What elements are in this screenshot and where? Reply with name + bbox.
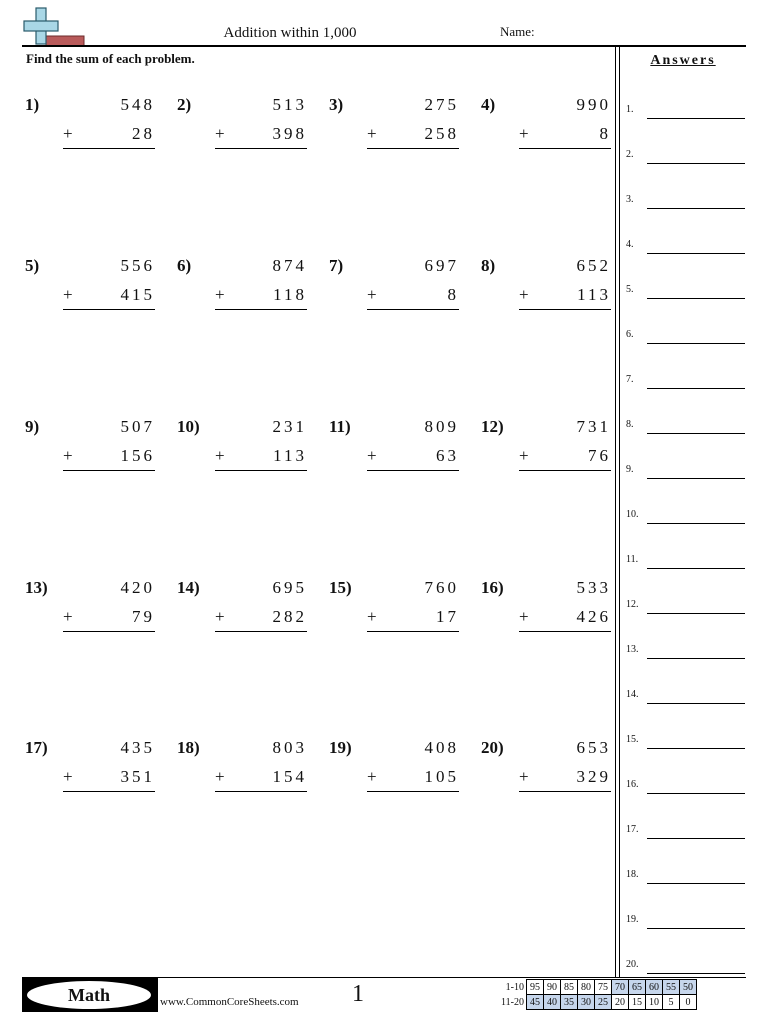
plus-sign: + xyxy=(63,285,73,304)
plus-sign: + xyxy=(215,124,225,143)
answer-blank[interactable] xyxy=(647,838,745,839)
score-cell: 20 xyxy=(611,995,628,1010)
plus-sign: + xyxy=(519,767,529,786)
answer-blank[interactable] xyxy=(647,703,745,704)
plus-sign: + xyxy=(519,446,529,465)
score-row xyxy=(499,995,696,1010)
addend-top: 533 xyxy=(576,578,611,597)
plus-sign: + xyxy=(215,285,225,304)
addend-bottom: 28 xyxy=(132,124,155,143)
problem-number: 7) xyxy=(329,256,344,275)
answer-number: 17. xyxy=(626,824,639,835)
addend-bottom: 17 xyxy=(436,607,459,626)
answer-number: 10. xyxy=(626,509,639,520)
problem-number: 17) xyxy=(25,738,48,757)
answer-number: 18. xyxy=(626,869,639,880)
plus-sign: + xyxy=(367,767,377,786)
answer-number: 16. xyxy=(626,779,639,790)
answer-number: 9. xyxy=(626,464,634,475)
answer-number: 6. xyxy=(626,329,634,340)
answer-blank[interactable] xyxy=(647,613,745,614)
plus-sign: + xyxy=(367,285,377,304)
score-cell: 40 xyxy=(543,995,560,1010)
problem xyxy=(25,256,155,326)
answer-number: 8. xyxy=(626,419,634,430)
answer-number: 11. xyxy=(626,554,639,565)
math-badge-label: Math xyxy=(27,981,151,1009)
sum-line xyxy=(63,791,155,792)
answer-number: 5. xyxy=(626,284,634,295)
plus-sign: + xyxy=(63,607,73,626)
addend-bottom: 329 xyxy=(576,767,611,786)
answer-blank[interactable] xyxy=(647,928,745,929)
plus-sign: + xyxy=(63,446,73,465)
answer-number: 20. xyxy=(626,959,639,970)
score-cell: 80 xyxy=(577,980,594,995)
plus-sign: + xyxy=(367,446,377,465)
plus-sign: + xyxy=(63,767,73,786)
problem xyxy=(329,738,459,808)
answer-blank[interactable] xyxy=(647,658,745,659)
answer-number: 14. xyxy=(626,689,639,700)
addend-top: 513 xyxy=(272,95,307,114)
sum-line xyxy=(215,309,307,310)
answers-heading: Answers xyxy=(650,53,716,68)
addend-top: 990 xyxy=(576,95,611,114)
problem xyxy=(177,578,307,648)
answer-number: 4. xyxy=(626,239,634,250)
problem xyxy=(177,95,307,165)
addend-bottom: 76 xyxy=(588,446,611,465)
answer-number: 1. xyxy=(626,104,634,115)
answer-blank[interactable] xyxy=(647,163,745,164)
score-cell: 65 xyxy=(628,980,645,995)
score-row-label: 1-10 xyxy=(505,981,524,993)
problem-number: 1) xyxy=(25,95,40,114)
sum-line xyxy=(367,309,459,310)
addend-bottom: 8 xyxy=(599,124,611,143)
sum-line xyxy=(367,470,459,471)
problem-number: 10) xyxy=(177,417,200,436)
addend-top: 548 xyxy=(120,95,155,114)
score-cell: 30 xyxy=(577,995,594,1010)
answer-number: 3. xyxy=(626,194,634,205)
problem-number: 15) xyxy=(329,578,352,597)
answer-column-divider xyxy=(615,47,616,977)
sum-line xyxy=(367,631,459,632)
score-cell: 35 xyxy=(560,995,577,1010)
answer-column-divider xyxy=(619,47,620,977)
plus-sign: + xyxy=(63,124,73,143)
answer-number: 7. xyxy=(626,374,634,385)
answer-blank[interactable] xyxy=(647,973,745,974)
problem-number: 16) xyxy=(481,578,504,597)
score-cell: 50 xyxy=(679,980,696,995)
answer-number: 2. xyxy=(626,149,634,160)
sum-line xyxy=(367,148,459,149)
worksheet-title: Addition within 1,000 xyxy=(223,25,357,41)
problem xyxy=(481,256,611,326)
problem-number: 19) xyxy=(329,738,352,757)
problem xyxy=(481,578,611,648)
sum-line xyxy=(215,631,307,632)
addend-bottom: 156 xyxy=(120,446,155,465)
sum-line xyxy=(215,791,307,792)
sum-line xyxy=(215,470,307,471)
score-row xyxy=(499,980,696,995)
problem xyxy=(25,95,155,165)
answer-blank[interactable] xyxy=(647,883,745,884)
problem-number: 11) xyxy=(329,417,351,436)
addend-top: 556 xyxy=(120,256,155,275)
sum-line xyxy=(63,148,155,149)
addend-top: 695 xyxy=(272,578,307,597)
addend-top: 435 xyxy=(120,738,155,757)
addend-top: 697 xyxy=(424,256,459,275)
answer-blank[interactable] xyxy=(647,298,745,299)
problem-number: 6) xyxy=(177,256,192,275)
answer-blank[interactable] xyxy=(647,253,745,254)
addend-bottom: 351 xyxy=(120,767,155,786)
problem-number: 3) xyxy=(329,95,344,114)
answer-blank[interactable] xyxy=(647,343,745,344)
problem xyxy=(481,738,611,808)
addend-bottom: 415 xyxy=(120,285,155,304)
sum-line xyxy=(367,791,459,792)
score-cell: 5 xyxy=(662,995,679,1010)
problem xyxy=(329,95,459,165)
plus-sign: + xyxy=(519,285,529,304)
score-cell: 10 xyxy=(645,995,662,1010)
score-cell: 0 xyxy=(679,995,696,1010)
sum-line xyxy=(63,470,155,471)
problem xyxy=(481,417,611,487)
answer-number: 13. xyxy=(626,644,639,655)
problem-number: 20) xyxy=(481,738,504,757)
problem xyxy=(177,417,307,487)
problem-number: 2) xyxy=(177,95,192,114)
answer-number: 15. xyxy=(626,734,639,745)
addend-top: 507 xyxy=(120,417,155,436)
score-row-label: 11-20 xyxy=(501,996,524,1008)
plus-sign: + xyxy=(519,607,529,626)
sum-line xyxy=(519,148,611,149)
sum-line xyxy=(215,148,307,149)
score-cell: 25 xyxy=(594,995,611,1010)
header-divider xyxy=(22,45,746,47)
addend-top: 760 xyxy=(424,578,459,597)
answer-number: 12. xyxy=(626,599,639,610)
problem-number: 8) xyxy=(481,256,496,275)
score-cell: 70 xyxy=(611,980,628,995)
page-number: 1 xyxy=(352,981,364,1007)
answer-blank[interactable] xyxy=(647,478,745,479)
score-cell: 55 xyxy=(662,980,679,995)
answer-blank[interactable] xyxy=(647,388,745,389)
addend-top: 809 xyxy=(424,417,459,436)
addend-bottom: 426 xyxy=(576,607,611,626)
answer-blank[interactable] xyxy=(647,433,745,434)
score-cell: 45 xyxy=(526,995,543,1010)
addend-bottom: 113 xyxy=(577,285,611,304)
name-label: Name: xyxy=(500,24,535,39)
score-cell: 75 xyxy=(594,980,611,995)
addend-bottom: 113 xyxy=(273,446,307,465)
answer-blank[interactable] xyxy=(647,118,745,119)
addend-bottom: 398 xyxy=(272,124,307,143)
website-link: www.CommonCoreSheets.com xyxy=(160,996,299,1008)
addend-top: 874 xyxy=(272,256,307,275)
problem xyxy=(329,417,459,487)
addend-top: 731 xyxy=(576,417,611,436)
addend-top: 231 xyxy=(272,417,307,436)
instructions: Find the sum of each problem. xyxy=(26,51,195,66)
problem xyxy=(481,95,611,165)
plus-sign: + xyxy=(215,767,225,786)
addend-bottom: 79 xyxy=(132,607,155,626)
answer-blank[interactable] xyxy=(647,748,745,749)
addend-bottom: 282 xyxy=(272,607,307,626)
plus-sign: + xyxy=(367,607,377,626)
sum-line xyxy=(519,309,611,310)
plus-logo-icon xyxy=(22,6,86,48)
problem-number: 4) xyxy=(481,95,496,114)
addend-bottom: 105 xyxy=(424,767,459,786)
problem xyxy=(25,738,155,808)
problem xyxy=(329,578,459,648)
problem-number: 5) xyxy=(25,256,40,275)
addend-top: 275 xyxy=(424,95,459,114)
problem-number: 13) xyxy=(25,578,48,597)
addend-bottom: 118 xyxy=(273,285,307,304)
sum-line xyxy=(519,631,611,632)
sum-line xyxy=(63,309,155,310)
plus-sign: + xyxy=(215,607,225,626)
answer-blank[interactable] xyxy=(647,568,745,569)
answer-blank[interactable] xyxy=(647,208,745,209)
answer-blank[interactable] xyxy=(647,793,745,794)
score-cell: 60 xyxy=(645,980,662,995)
addend-bottom: 154 xyxy=(272,767,307,786)
score-cell: 15 xyxy=(628,995,645,1010)
problem xyxy=(25,578,155,648)
plus-sign: + xyxy=(215,446,225,465)
plus-sign: + xyxy=(367,124,377,143)
problem-number: 18) xyxy=(177,738,200,757)
problem xyxy=(25,417,155,487)
score-table xyxy=(499,979,697,1010)
score-cell: 95 xyxy=(526,980,543,995)
plus-sign: + xyxy=(519,124,529,143)
addend-top: 652 xyxy=(576,256,611,275)
problem-number: 9) xyxy=(25,417,40,436)
answer-number: 19. xyxy=(626,914,639,925)
sum-line xyxy=(519,791,611,792)
score-cell: 90 xyxy=(543,980,560,995)
sum-line xyxy=(519,470,611,471)
addend-bottom: 258 xyxy=(424,124,459,143)
answer-blank[interactable] xyxy=(647,523,745,524)
addend-top: 803 xyxy=(272,738,307,757)
problem xyxy=(329,256,459,326)
problem-number: 14) xyxy=(177,578,200,597)
addend-bottom: 63 xyxy=(436,446,459,465)
addend-top: 408 xyxy=(424,738,459,757)
problem-number: 12) xyxy=(481,417,504,436)
score-cell: 85 xyxy=(560,980,577,995)
addend-top: 420 xyxy=(120,578,155,597)
problem xyxy=(177,738,307,808)
sum-line xyxy=(63,631,155,632)
problem xyxy=(177,256,307,326)
addend-bottom: 8 xyxy=(447,285,459,304)
addend-top: 653 xyxy=(576,738,611,757)
